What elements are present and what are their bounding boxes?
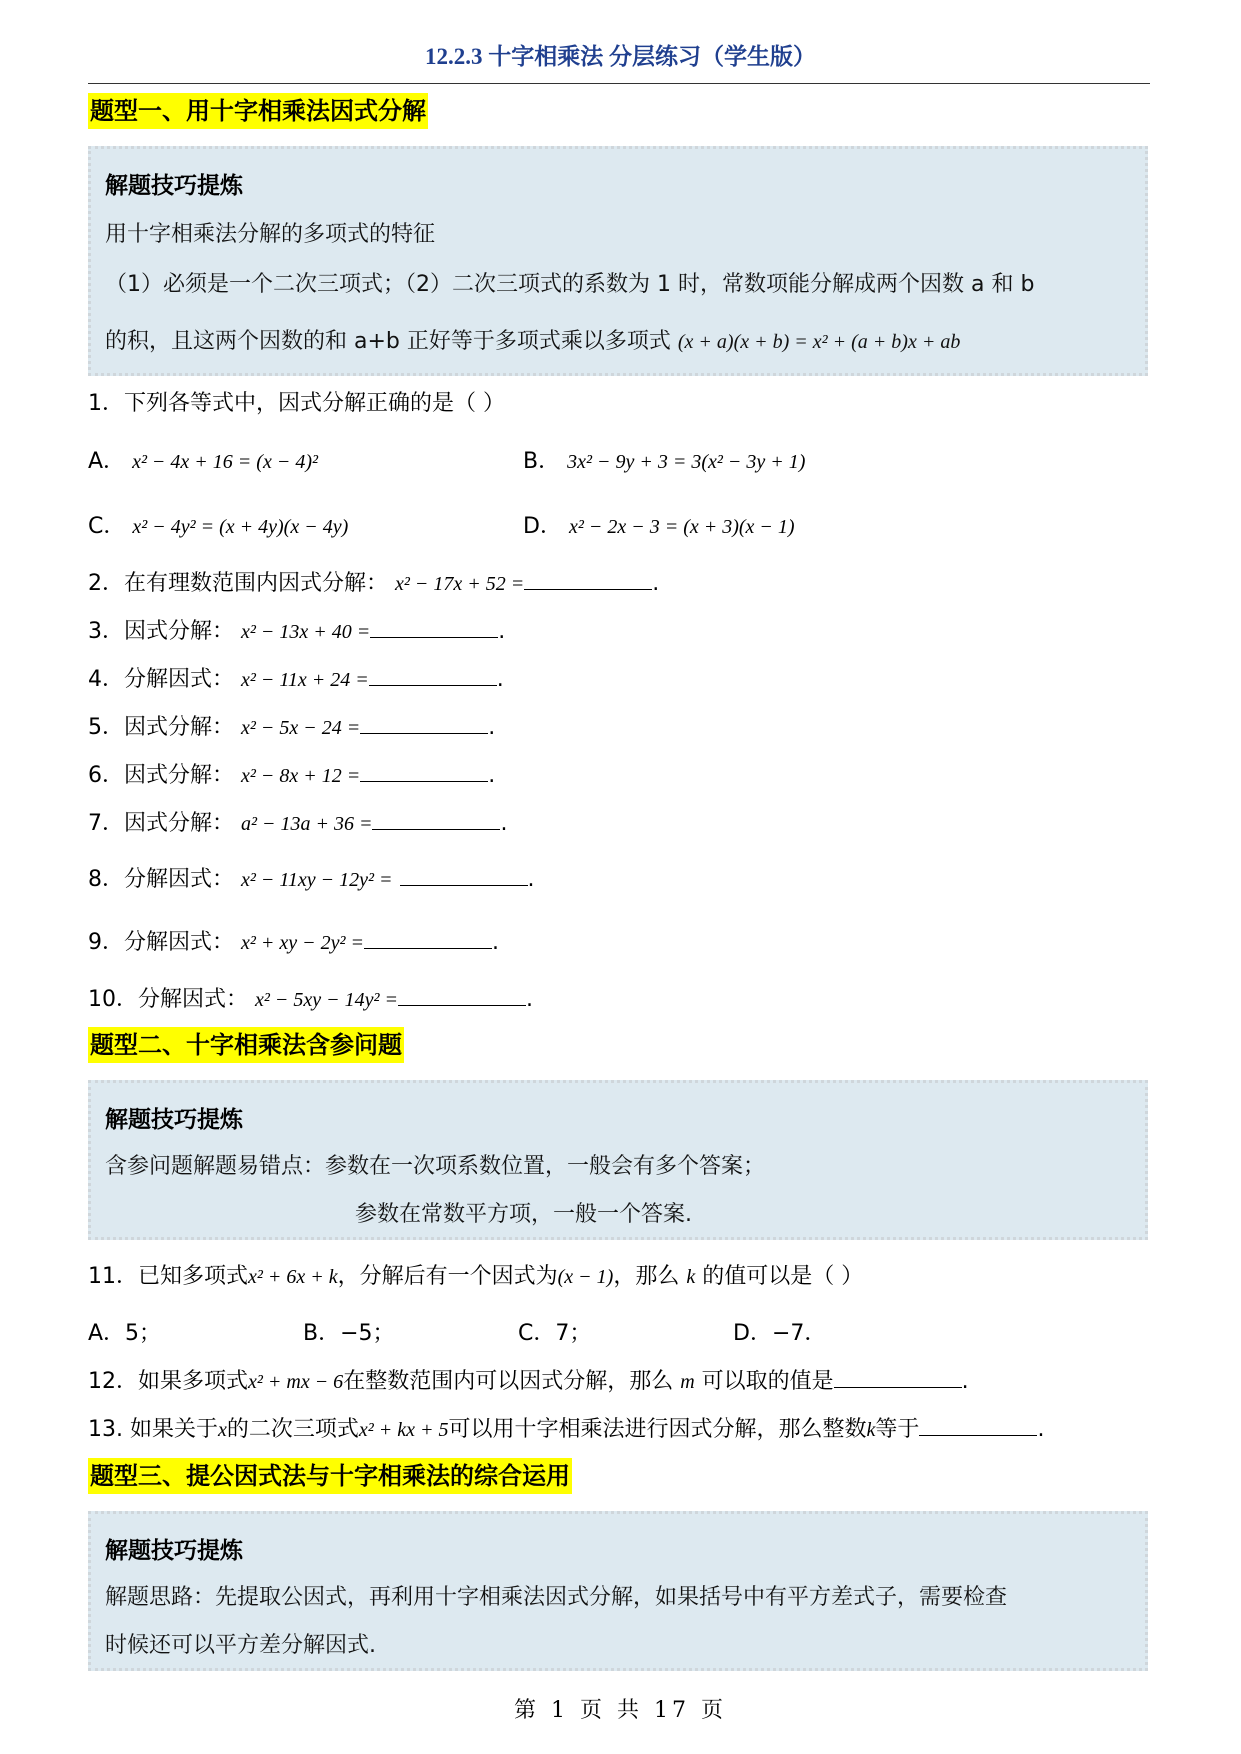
question-math: x² − 11x + 24 = xyxy=(241,669,369,691)
tip-title: 解题技巧提炼 xyxy=(105,173,243,199)
tip-line-text: 的积，且这两个因数的和 a+b 正好等于多项式乘以多项式 xyxy=(105,329,671,354)
answer-blank[interactable] xyxy=(400,865,528,886)
question-text: 可以取的值是 xyxy=(701,1369,834,1394)
question-text: 等于 xyxy=(875,1417,920,1442)
tip-box-3 xyxy=(88,1511,1148,1671)
question-math: x² − 13x + 40 = xyxy=(241,621,371,643)
q1-option-c xyxy=(88,509,348,540)
answer-blank[interactable] xyxy=(372,809,500,830)
tip-title: 解题技巧提炼 xyxy=(105,1107,243,1133)
question-4: 4．分解因式： x² − 11x + 24 = . xyxy=(88,667,504,692)
tip-line: 用十字相乘法分解的多项式的特征 xyxy=(105,222,436,247)
page-footer: 第 1 页 共 17 页 xyxy=(514,1698,727,1723)
answer-blank[interactable] xyxy=(364,928,492,949)
question-text: 13. 如果关于 xyxy=(88,1417,218,1442)
question-text: 5．因式分解： xyxy=(88,715,234,740)
option-math: x² − 2x − 3 = (x + 3)(x − 1) xyxy=(568,516,795,538)
answer-blank[interactable] xyxy=(369,665,497,686)
tip-line: 解题思路：先提取公因式，再利用十字相乘法因式分解，如果括号中有平方差式子，需要检查 xyxy=(105,1585,1008,1610)
option-label: A． xyxy=(88,449,126,474)
tip-line: 时候还可以平方差分解因式. xyxy=(105,1633,376,1658)
question-math: k xyxy=(866,1419,876,1441)
question-math: x² − 17x + 52 = xyxy=(395,573,525,595)
question-text: 4．分解因式： xyxy=(88,667,234,692)
question-text: 2．在有理数范围内因式分解： xyxy=(88,571,388,596)
question-11 xyxy=(88,1259,863,1290)
answer-blank[interactable] xyxy=(360,761,488,782)
question-text: 7．因式分解： xyxy=(88,811,234,836)
q11-option-c: C．7； xyxy=(518,1321,592,1346)
question-text: 12．如果多项式 xyxy=(88,1369,248,1394)
question-math: x² + mx − 6 xyxy=(248,1371,344,1393)
question-13: 13. 如果关于x的二次三项式x² + kx + 5可以用十字相乘法进行因式分解，那么整数k等于 . xyxy=(88,1417,1045,1442)
question-7: 7．因式分解： a² − 13a + 36 = . xyxy=(88,811,508,836)
question-math: x² − 5xy − 14y² = xyxy=(255,989,398,1011)
answer-blank[interactable] xyxy=(524,569,652,590)
question-math: x xyxy=(217,1419,227,1441)
question-text: 10．分解因式： xyxy=(88,987,248,1012)
question-5: 5．因式分解： x² − 5x − 24 = . xyxy=(88,715,496,740)
option-label: B． xyxy=(523,449,561,474)
header-divider xyxy=(88,83,1150,84)
tip-line-with-formula xyxy=(105,324,960,355)
question-text: ，那么 xyxy=(613,1264,680,1289)
question-8: 8．分解因式： x² − 11xy − 12y² = . xyxy=(88,867,535,892)
question-1-stem: 1．下列各等式中，因式分解正确的是（ ） xyxy=(88,391,505,416)
q11-option-a: A．5； xyxy=(88,1321,162,1346)
answer-blank[interactable] xyxy=(834,1367,962,1388)
tip-line: 含参问题解题易错点：参数在一次项系数位置，一般会有多个答案； xyxy=(105,1154,766,1179)
question-text: ，分解后有一个因式为 xyxy=(337,1264,558,1289)
question-text: 3．因式分解： xyxy=(88,619,234,644)
question-text: 的值可以是（ ） xyxy=(702,1264,864,1289)
section-title-3: 题型三、提公因式法与十字相乘法的综合运用 xyxy=(88,1458,572,1494)
question-math: x² + xy − 2y² = xyxy=(241,932,364,954)
tip-box-2 xyxy=(88,1080,1148,1240)
question-math: x² + 6x + k xyxy=(248,1266,338,1288)
tip-line: 参数在常数平方项，一般一个答案. xyxy=(355,1202,692,1227)
answer-blank[interactable] xyxy=(370,617,498,638)
question-2: 2．在有理数范围内因式分解： x² − 17x + 52 = . xyxy=(88,571,660,596)
answer-blank[interactable] xyxy=(919,1415,1037,1436)
q1-option-a xyxy=(88,444,318,475)
option-math: x² − 4y² = (x + 4y)(x − 4y) xyxy=(132,516,349,538)
option-label: D． xyxy=(523,514,562,539)
question-text: 9．分解因式： xyxy=(88,930,234,955)
section-title-2: 题型二、十字相乘法含参问题 xyxy=(88,1027,404,1063)
question-text: 6．因式分解： xyxy=(88,763,234,788)
q1-option-b xyxy=(523,444,805,475)
answer-blank[interactable] xyxy=(398,985,526,1006)
question-math: x² + kx + 5 xyxy=(358,1419,449,1441)
question-math: x² − 5x − 24 = xyxy=(241,717,361,739)
question-text: 的二次三项式 xyxy=(226,1417,359,1442)
question-text: 在整数范围内可以因式分解，那么 xyxy=(343,1369,674,1394)
question-3: 3．因式分解： x² − 13x + 40 = . xyxy=(88,619,506,644)
option-label: C． xyxy=(88,514,126,539)
tip-title: 解题技巧提炼 xyxy=(105,1538,243,1564)
tip-line: （1）必须是一个二次三项式；（2）二次三项式的系数为 1 时，常数项能分解成两个因数 a 和 b xyxy=(105,272,1035,297)
q11-option-b: B．−5； xyxy=(303,1321,395,1346)
question-text: 11．已知多项式 xyxy=(88,1264,248,1289)
question-math: (x − 1) xyxy=(557,1266,614,1288)
tip-formula: (x + a)(x + b) = x² + (a + b)x + ab xyxy=(677,331,961,353)
option-math: x² − 4x + 16 = (x − 4)² xyxy=(132,451,318,473)
q11-option-d: D．−7． xyxy=(733,1321,827,1346)
question-math: k xyxy=(686,1266,696,1288)
question-text: 8．分解因式： xyxy=(88,867,234,892)
question-9: 9．分解因式： x² + xy − 2y² = . xyxy=(88,930,499,955)
q1-option-d xyxy=(523,509,795,540)
question-6: 6．因式分解： x² − 8x + 12 = . xyxy=(88,763,496,788)
page-header-title: 12.2.3 十字相乘法 分层练习（学生版） xyxy=(425,44,816,69)
section-title-1: 题型一、用十字相乘法因式分解 xyxy=(88,93,428,129)
question-math: x² − 8x + 12 = xyxy=(241,765,361,787)
question-math: a² − 13a + 36 = xyxy=(241,813,373,835)
question-12: 12．如果多项式x² + mx − 6在整数范围内可以因式分解，那么 m 可以取的值是 . xyxy=(88,1369,969,1394)
answer-blank[interactable] xyxy=(360,713,488,734)
question-math: m xyxy=(680,1371,695,1393)
option-math: 3x² − 9y + 3 = 3(x² − 3y + 1) xyxy=(567,451,806,473)
tip-box-1 xyxy=(88,146,1148,376)
question-math: x² − 11xy − 12y² = xyxy=(241,869,393,891)
question-text: 可以用十字相乘法进行因式分解，那么整数 xyxy=(448,1417,867,1442)
question-10: 10．分解因式： x² − 5xy − 14y² = . xyxy=(88,987,533,1012)
